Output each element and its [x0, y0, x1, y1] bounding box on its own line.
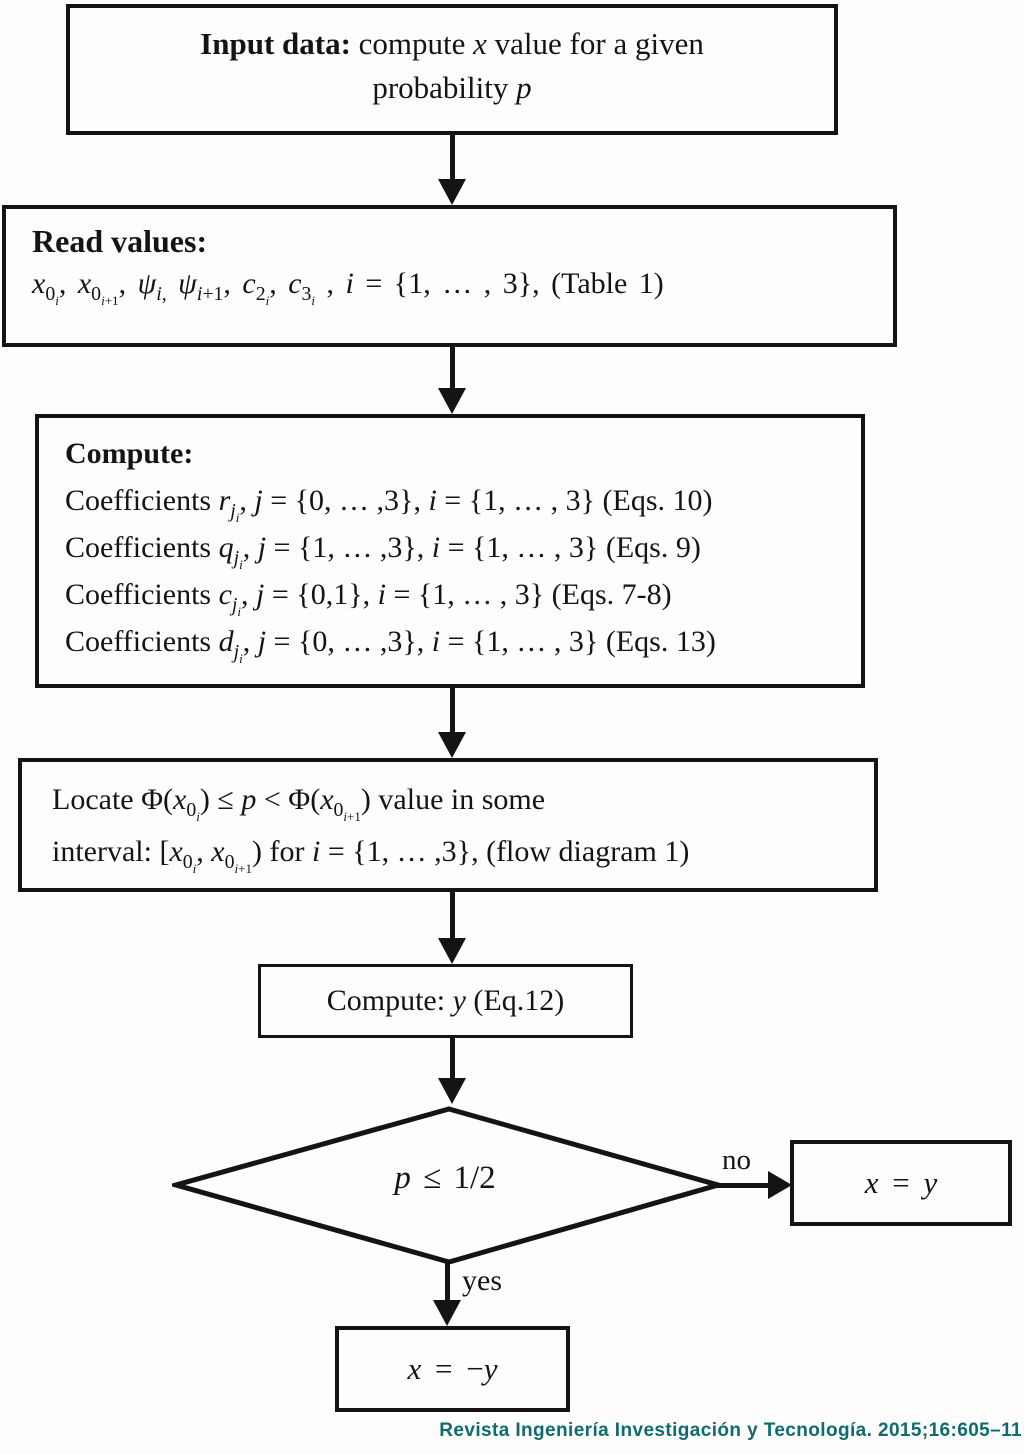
- arrow-compute-to-locate: [438, 688, 466, 758]
- arrowhead-down-icon: [438, 732, 466, 758]
- arrow-read-to-compute: [438, 347, 466, 414]
- read-values-formula: $x_{0_i}$, $x_{0_{i+1}}$, $\psi_{i,}$ $\psi_{i+1}$, $c_{2_i}$, $c_{3_i}$ , i = {1, … , 3}, (Table 1): [32, 267, 664, 308]
- compute-line-d: Coefficients $d_{j_i}$, j = {0, … ,3}, i = {1, … , 3} (Eqs. 13): [65, 625, 716, 666]
- compute-y-box: [258, 964, 633, 1038]
- compute-title: Compute:: [65, 437, 194, 470]
- arrow-stem: [445, 1262, 450, 1304]
- arrowhead-down-icon: [438, 1078, 466, 1104]
- arrow-input-to-read: [438, 135, 466, 205]
- arrow-stem: [450, 892, 455, 942]
- result-x-equals-y-label: x = y: [864, 1165, 938, 1200]
- arrow-stem: [450, 347, 455, 392]
- branch-label-yes: yes: [462, 1264, 502, 1297]
- read-values-title: Read values:: [32, 223, 208, 259]
- arrowhead-down-icon: [433, 1300, 461, 1326]
- read-values-box: [2, 205, 897, 347]
- decision-condition: p ≤ 1/2: [394, 1160, 496, 1196]
- result-box-x-equals-negative-y: [335, 1326, 570, 1412]
- compute-y-label: Compute: y (Eq.12): [326, 984, 565, 1017]
- compute-coefficients-box: [35, 414, 865, 688]
- input-data-line2: probability p: [372, 70, 532, 105]
- arrow-decision-yes: [433, 1262, 461, 1326]
- locate-interval-box: [18, 758, 878, 892]
- input-data-line1: Input data: compute x value for a given: [200, 26, 704, 61]
- arrow-decision-no: [716, 1171, 792, 1199]
- compute-line-r: Coefficients $r_{j_i}$, j = {0, … ,3}, i = {1, … , 3} (Eqs. 10): [65, 484, 713, 525]
- arrow-stem: [716, 1183, 772, 1188]
- arrow-locate-to-computey: [438, 892, 466, 964]
- arrow-computey-to-decision: [438, 1038, 466, 1104]
- arrowhead-right-icon: [768, 1171, 792, 1199]
- locate-line2: interval: [$x_{0_i}$, $x_{0_{i+1}}$) for i = {1, … ,3}, (flow diagram 1): [52, 835, 690, 876]
- journal-credit: Revista Ingeniería Investigación y Tecnología. 2015;16:605–11: [439, 1420, 1022, 1441]
- compute-line-q: Coefficients $q_{j_i}$, j = {1, … ,3}, i = {1, … , 3} (Eqs. 9): [65, 531, 701, 572]
- compute-line-c: Coefficients $c_{j_i}$, j = {0,1}, i = {1, … , 3} (Eqs. 7-8): [65, 578, 672, 619]
- result-x-equals-negative-y-label: x = −y: [407, 1351, 498, 1386]
- arrow-stem: [450, 135, 455, 183]
- locate-line1: Locate $\Phi(x_{0_i}) \le p < \Phi(x_{0_{i+1}})$ value in some: [52, 783, 546, 824]
- result-box-x-equals-y: [790, 1140, 1012, 1226]
- input-data-box: [66, 4, 838, 135]
- branch-label-no: no: [722, 1144, 751, 1176]
- arrow-stem: [450, 688, 455, 736]
- arrowhead-down-icon: [438, 388, 466, 414]
- arrowhead-down-icon: [438, 179, 466, 205]
- arrowhead-down-icon: [438, 938, 466, 964]
- arrow-stem: [450, 1038, 455, 1082]
